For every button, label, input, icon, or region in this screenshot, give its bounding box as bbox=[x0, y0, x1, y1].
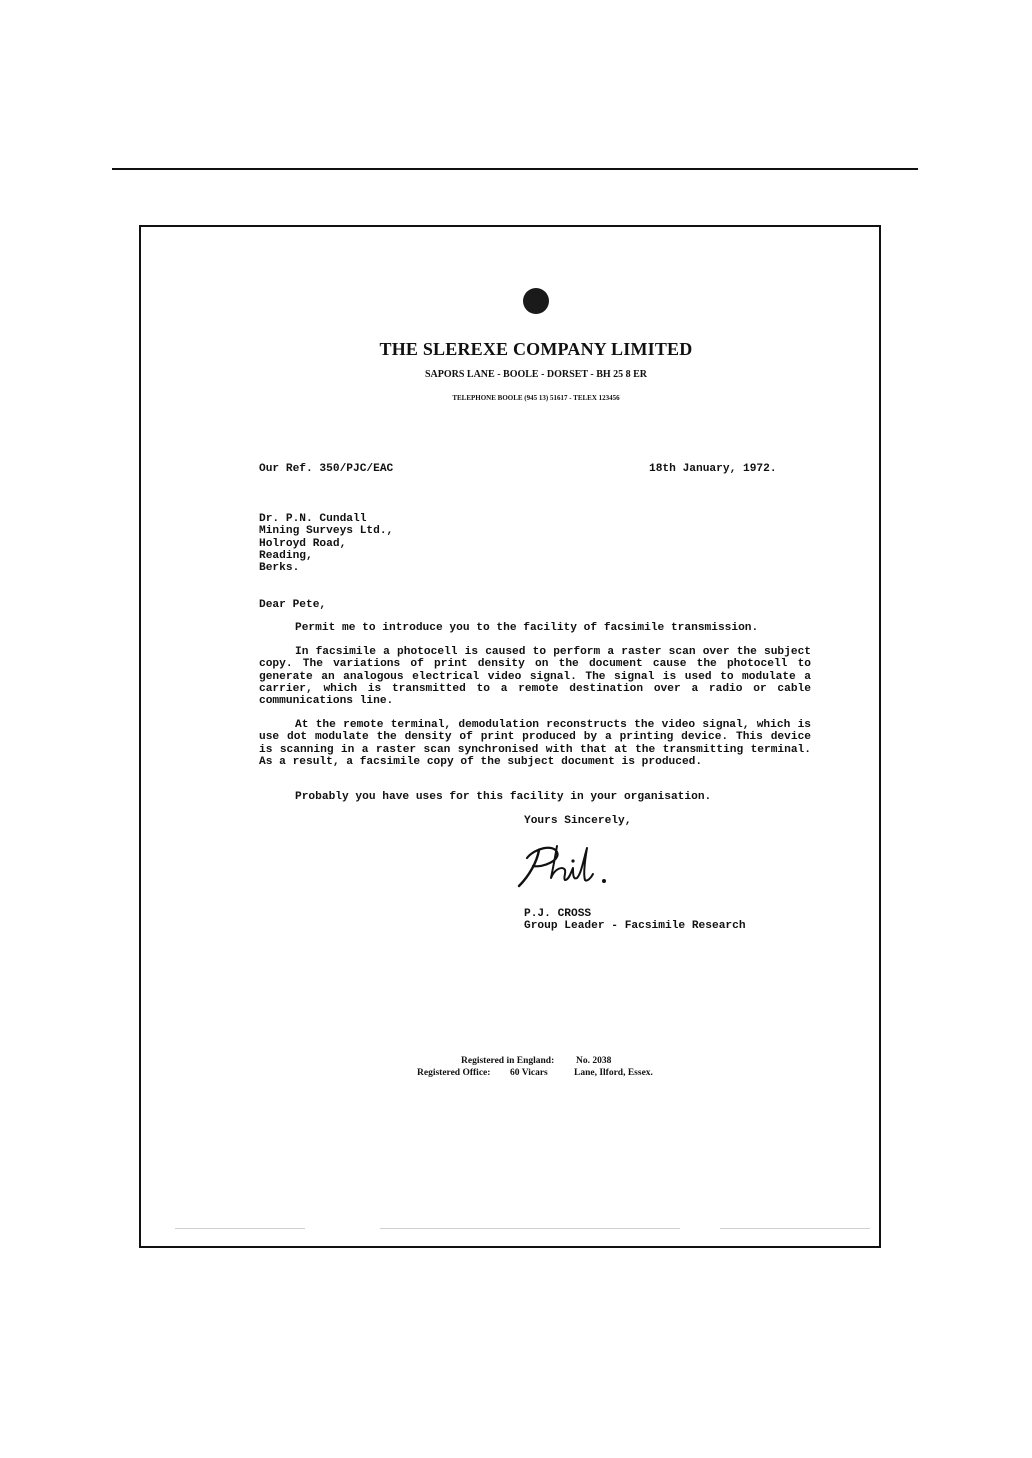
letter-date: 18th January, 1972. bbox=[649, 463, 777, 475]
recipient-address bbox=[259, 513, 393, 574]
recipient-line: Reading, bbox=[259, 549, 313, 562]
office-address-part2: Lane, Ilford, Essex. bbox=[574, 1068, 653, 1078]
recipient-line: Berks. bbox=[259, 562, 300, 575]
recipient-line: Dr. P.N. Cundall bbox=[259, 513, 367, 525]
body-paragraph-1: Permit me to introduce you to the facility of facsimile transmission. bbox=[295, 622, 759, 634]
office-label: Registered Office: bbox=[417, 1068, 491, 1078]
scan-artifact-line bbox=[380, 1228, 680, 1229]
registered-number: No. 2038 bbox=[576, 1056, 612, 1066]
top-divider-rule bbox=[112, 168, 918, 170]
letter-reference: Our Ref. 350/PJC/EAC bbox=[259, 463, 394, 475]
signer-title: Group Leader - Facsimile Research bbox=[524, 920, 746, 933]
registered-label: Registered in England: bbox=[461, 1056, 555, 1066]
scan-artifact-line bbox=[720, 1228, 870, 1229]
company-telephone: TELEPHONE BOOLE (945 13) 51617 - TELEX 123456 bbox=[452, 394, 620, 402]
recipient-line: Mining Surveys Ltd., bbox=[259, 525, 394, 538]
body-paragraph-3: At the remote terminal, demodulation reconstructs the video signal, which is use dot modulate the density of print produced by a printing device. This device is scanning in a raster scan synchronised with that at the transmitting terminal. As a result, a facsimile copy of the subject document is produced. bbox=[259, 719, 811, 768]
scan-artifact-line bbox=[175, 1228, 305, 1229]
handwritten-signature bbox=[513, 838, 613, 890]
company-address: SAPORS LANE - BOOLE - DORSET - BH 25 8 ER bbox=[424, 369, 648, 380]
office-address-part1: 60 Vicars bbox=[510, 1068, 548, 1078]
company-name: THE SLEREXE COMPANY LIMITED bbox=[379, 339, 693, 359]
body-paragraph-2: In facsimile a photocell is caused to perform a raster scan over the subject copy. The variations of print density on the document cause the photocell to generate an analogous electrical video signal. The signal is used to modulate a carrier, which is transmitted to a remote destination over a radio or cable communications line. bbox=[259, 646, 811, 708]
salutation: Dear Pete, bbox=[259, 599, 327, 611]
body-paragraph-4: Probably you have uses for this facility in your organisation. bbox=[295, 791, 712, 803]
company-logo-icon bbox=[523, 288, 549, 314]
closing: Yours Sincerely, bbox=[524, 815, 632, 827]
signer-block bbox=[524, 908, 746, 933]
signer-name: P.J. CROSS bbox=[524, 908, 592, 920]
recipient-line: Holroyd Road, bbox=[259, 537, 347, 550]
